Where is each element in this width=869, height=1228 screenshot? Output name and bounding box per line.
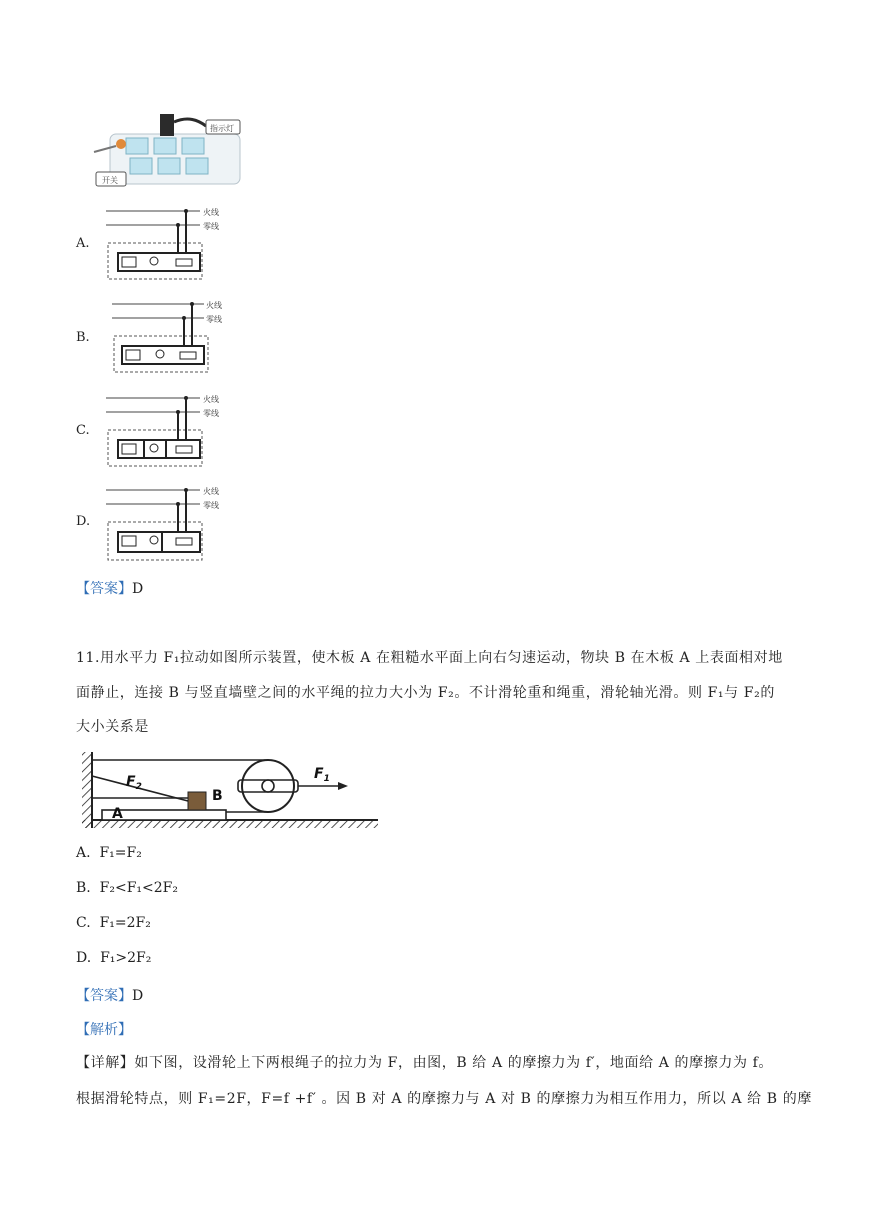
q10-option-c-label: C. (76, 423, 90, 438)
q10-option-b-label: B. (76, 330, 90, 345)
q11-option-c: C. F₁=2F₂ (76, 915, 151, 931)
q11-detail-line1: 【详解】如下图，设滑轮上下两根绳子的拉力为 F，由图，B 给 A 的摩擦力为 f′，地面给 A 的摩擦力为 f。 (76, 1055, 773, 1071)
f1-label: F (314, 766, 324, 782)
answer-value: D (132, 988, 144, 1004)
svg-text:零线: 零线 (203, 501, 219, 510)
q11-answer (76, 985, 143, 1005)
q11-analysis (76, 1019, 132, 1039)
q10-answer (76, 578, 143, 598)
svg-text:零线: 零线 (206, 315, 222, 324)
circuit-option-d (104, 484, 244, 564)
svg-text:火线: 火线 (206, 301, 222, 310)
pulley-figure (76, 752, 382, 832)
indicator-label: 指示灯 (210, 124, 234, 133)
circuit-option-a (104, 205, 244, 283)
q11-option-a: A. F₁=F₂ (76, 845, 142, 861)
svg-text:零线: 零线 (203, 409, 219, 418)
svg-text:F2: $F_2$ (126, 774, 142, 792)
board-a-label: A (112, 806, 123, 822)
q11-stem-line1: 11.用水平力 F₁拉动如图所示装置，使木板 A 在粗糙水平面上向右匀速运动，物块 B 在木板 A 上表面相对地 (76, 650, 783, 666)
detail-tag: 【详解】 (76, 1055, 135, 1071)
f2-label: F (126, 774, 136, 790)
circuit-option-c (104, 392, 244, 470)
q11-stem-line2: 面静止，连接 B 与竖直墙壁之间的水平绳的拉力大小为 F₂。不计滑轮重和绳重，滑轮轴光滑。则 F₁与 F₂的 (76, 685, 775, 701)
q10-option-a-label: A. (76, 236, 90, 251)
svg-text:火线: 火线 (203, 395, 219, 404)
answer-value: D (132, 581, 144, 597)
svg-text:火线: 火线 (203, 487, 219, 496)
svg-text:F1: $F_1$ (314, 766, 330, 784)
q11-option-b: B. F₂<F₁<2F₂ (76, 880, 179, 896)
live-wire-label: 火线 (203, 208, 219, 217)
answer-tag: 【答案】 (76, 581, 132, 597)
switch-label: 开关 (102, 176, 118, 185)
answer-tag: 【答案】 (76, 988, 132, 1004)
block-b-label: B (212, 788, 223, 804)
q11-detail-line2: 根据滑轮特点，则 F₁=2F，F=f +f′ 。因 B 对 A 的摩擦力与 A 对 B 的摩擦力为相互作用力，所以 A 给 B 的摩 (76, 1091, 812, 1107)
q11-stem-line3: 大小关系是 (76, 719, 149, 735)
analysis-tag: 【解析】 (76, 1022, 132, 1038)
power-strip-figure (88, 112, 248, 192)
neutral-wire-label: 零线 (203, 222, 219, 231)
circuit-option-b (104, 298, 244, 376)
q10-option-d-label: D. (76, 514, 91, 529)
q11-option-d: D. F₁>2F₂ (76, 950, 152, 966)
